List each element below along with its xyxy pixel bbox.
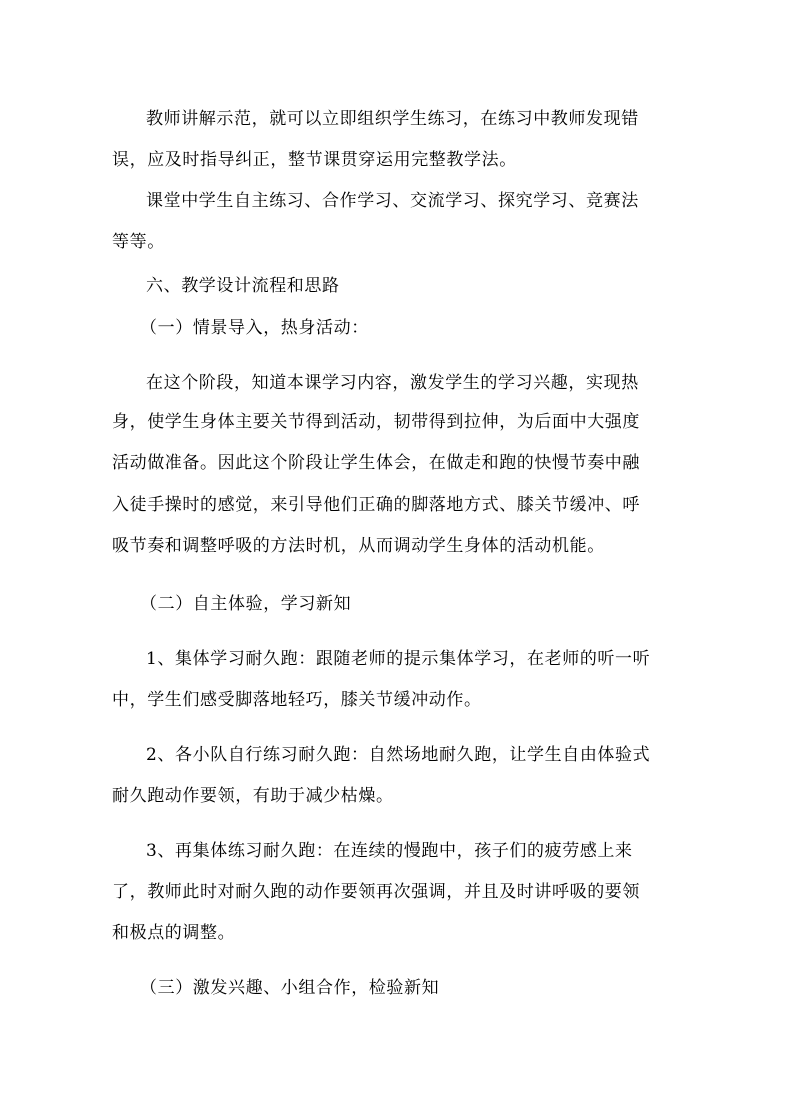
paragraph-line: 2、各小队自行练习耐久跑：自然场地耐久跑，让学生自由体验式 bbox=[146, 745, 651, 765]
paragraph-line: 等等。 bbox=[112, 232, 165, 252]
subsection-heading: （一）情景导入，热身活动： bbox=[140, 318, 369, 338]
paragraph-line: 3、再集体练习耐久跑：在连续的慢跑中，孩子们的疲劳感上来 bbox=[146, 841, 633, 861]
paragraph-line: 教师讲解示范，就可以立即组织学生练习，在练习中教师发现错 bbox=[146, 109, 639, 129]
paragraph-line: 身，使学生身体主要关节得到活动，韧带得到拉伸，为后面中大强度 bbox=[112, 412, 640, 432]
subsection-heading: （二）自主体验，学习新知 bbox=[140, 594, 352, 614]
paragraph-line: 1、集体学习耐久跑：跟随老师的提示集体学习，在老师的听一听 bbox=[146, 649, 651, 669]
paragraph-line: 了，教师此时对耐久跑的动作要领再次强调，并且及时讲呼吸的要领 bbox=[112, 882, 640, 902]
paragraph-line: 吸节奏和调整呼吸的方法时机，从而调动学生身体的活动机能。 bbox=[112, 536, 605, 556]
paragraph-line: 和极点的调整。 bbox=[112, 923, 236, 943]
paragraph-line: 中，学生们感受脚落地轻巧，膝关节缓冲动作。 bbox=[112, 690, 482, 710]
paragraph-line: 耐久跑动作要领，有助于减少枯燥。 bbox=[112, 786, 394, 806]
subsection-heading: （三）激发兴趣、小组合作，检验新知 bbox=[140, 978, 440, 998]
section-heading: 六、教学设计流程和思路 bbox=[146, 276, 340, 296]
paragraph-line: 课堂中学生自主练习、合作学习、交流学习、探究学习、竞赛法 bbox=[146, 191, 639, 211]
paragraph-line: 入徒手操时的感觉，来引导他们正确的脚落地方式、膝关节缓冲、呼 bbox=[112, 495, 640, 515]
paragraph-line: 活动做准备。因此这个阶段让学生体会，在做走和跑的快慢节奏中融 bbox=[112, 453, 640, 473]
paragraph-line: 误，应及时指导纠正，整节课贯穿运用完整教学法。 bbox=[112, 150, 517, 170]
paragraph-line: 在这个阶段，知道本课学习内容，激发学生的学习兴趣，实现热 bbox=[146, 373, 639, 393]
